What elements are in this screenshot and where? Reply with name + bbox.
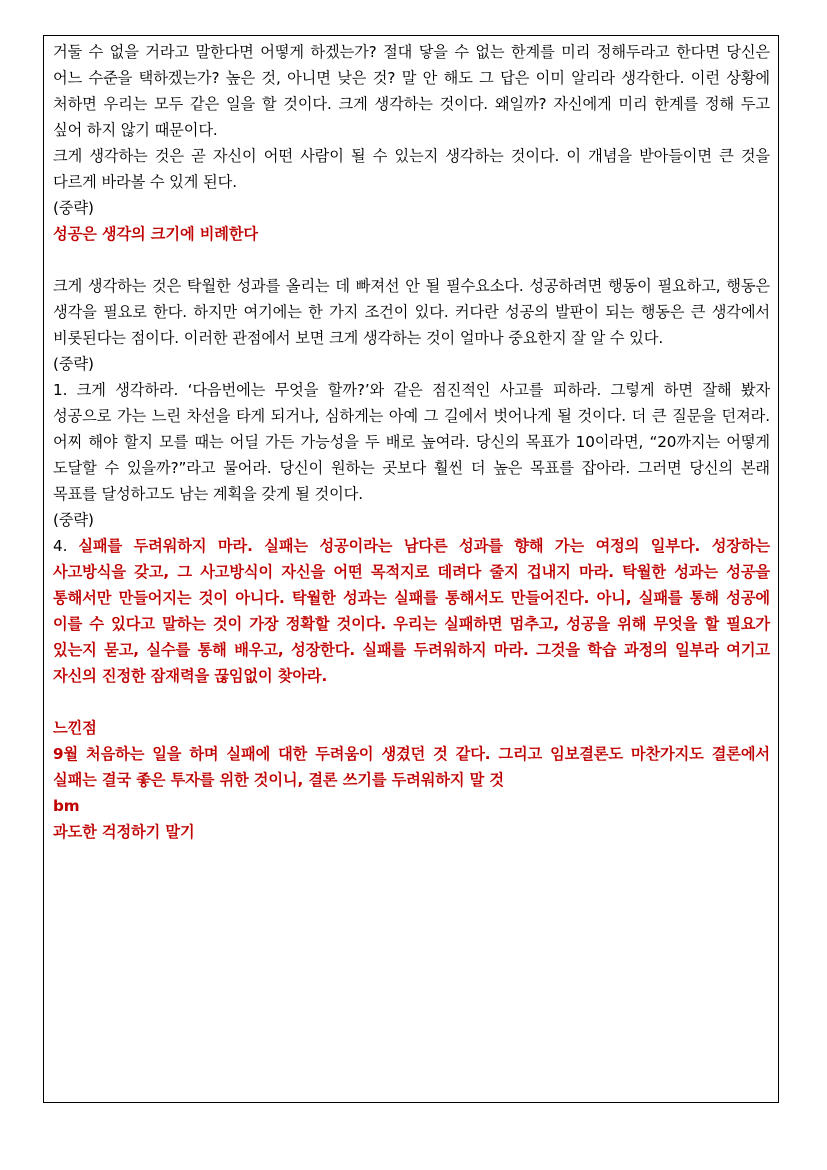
blank-line — [53, 247, 770, 273]
blank-line — [53, 689, 770, 715]
reflection-heading: 느낀점 — [53, 719, 97, 737]
point-one-paragraph: 1. 크게 생각하라. ‘다음번에는 무엇을 할까?’와 같은 점진적인 사고를 피하라. 그렇게 하면 잘해 봤자 성공으로 가는 느린 차선을 타게 되거나, 심하게는 아예 그 길에서 벗어나게 될 것이다. 더 큰 질문을 던져라. 어찌 해야 할지 모를 때는 어딜 가든 가능성을 두 배로 높여라. 당신의 목표가 10이라면, “20까지는 어떻게 도달할 수 있을까?”라고 물어라. 당신이 원하는 곳보다 훨씬 더 높은 목표를 잡아라. 그러면 당신의 본래 목표를 달성하고도 남는 계획을 갖게 될 것이다. — [53, 381, 770, 503]
omission-marker: (중략) — [53, 511, 94, 529]
document-page — [43, 35, 779, 1103]
omission-marker: (중략) — [53, 199, 94, 217]
bm-label: bm — [53, 797, 80, 815]
point-four-text: 실패를 두려워하지 마라. 실패는 성공이라는 남다른 성과를 향해 가는 여정의 일부다. 성장하는 사고방식을 갖고, 그 사고방식이 자신을 어떤 목적지로 데려다 줄지 겁내지 마라. 탁월한 성과는 성공을 통해서만 만들어지는 것이 아니다. 탁월한 성과는 실패를 통해서도 만들어진다. 아니, 실패를 통해 성공에 이를 수 있다고 말하는 것이 가장 정확할 것이다. 우리는 실패하면 멈추고, 성공을 위해 무엇을 할 필요가 있는지 묻고, 실수를 통해 배우고, 성장한다. 실패를 두려워하지 마라. 그것을 학습 과정의 일부라 여기고 자신의 진정한 잠재력을 끊임없이 찾아라. — [53, 537, 770, 685]
think-big-paragraph: 크게 생각하는 것은 곧 자신이 어떤 사람이 될 수 있는지 생각하는 것이다. 이 개념을 받아들이면 큰 것을 다르게 바라볼 수 있게 된다. — [53, 147, 770, 191]
reflection-paragraph: 9월 처음하는 일을 하며 실패에 대한 두려움이 생겼던 것 같다. 그리고 임보결론도 마찬가지도 결론에서 실패는 결국 좋은 투자를 위한 것이니, 결론 쓰기를 두려워하지 말 것 — [53, 745, 770, 789]
point-four-paragraph — [53, 533, 770, 689]
bm-note: 과도한 걱정하기 말기 — [53, 823, 195, 841]
intro-paragraph: 거둘 수 없을 거라고 말한다면 어떻게 하겠는가? 절대 닿을 수 없는 한계를 미리 정해두라고 한다면 당신은 어느 수준을 택하겠는가? 높은 것, 아니면 낮은 것? 말 안 해도 그 답은 이미 알리라 생각한다. 이런 상황에 처하면 우리는 모두 같은 일을 할 것이다. 크게 생각하는 것이다. 왜일까? 자신에게 미리 한계를 정해 두고 싶어 하지 않기 때문이다. — [53, 43, 770, 139]
section-heading: 성공은 생각의 크기에 비례한다 — [53, 225, 258, 243]
omission-marker: (중략) — [53, 355, 94, 373]
point-four-number: 4. — [53, 537, 79, 555]
essential-paragraph: 크게 생각하는 것은 탁월한 성과를 올리는 데 빠져선 안 될 필수요소다. 성공하려면 행동이 필요하고, 행동은 생각을 필요로 한다. 하지만 여기에는 한 가지 조건이 있다. 커다란 성공의 발판이 되는 행동은 큰 생각에서 비롯된다는 점이다. 이러한 관점에서 보면 크게 생각하는 것이 얼마나 중요한지 잘 알 수 있다. — [53, 277, 770, 347]
